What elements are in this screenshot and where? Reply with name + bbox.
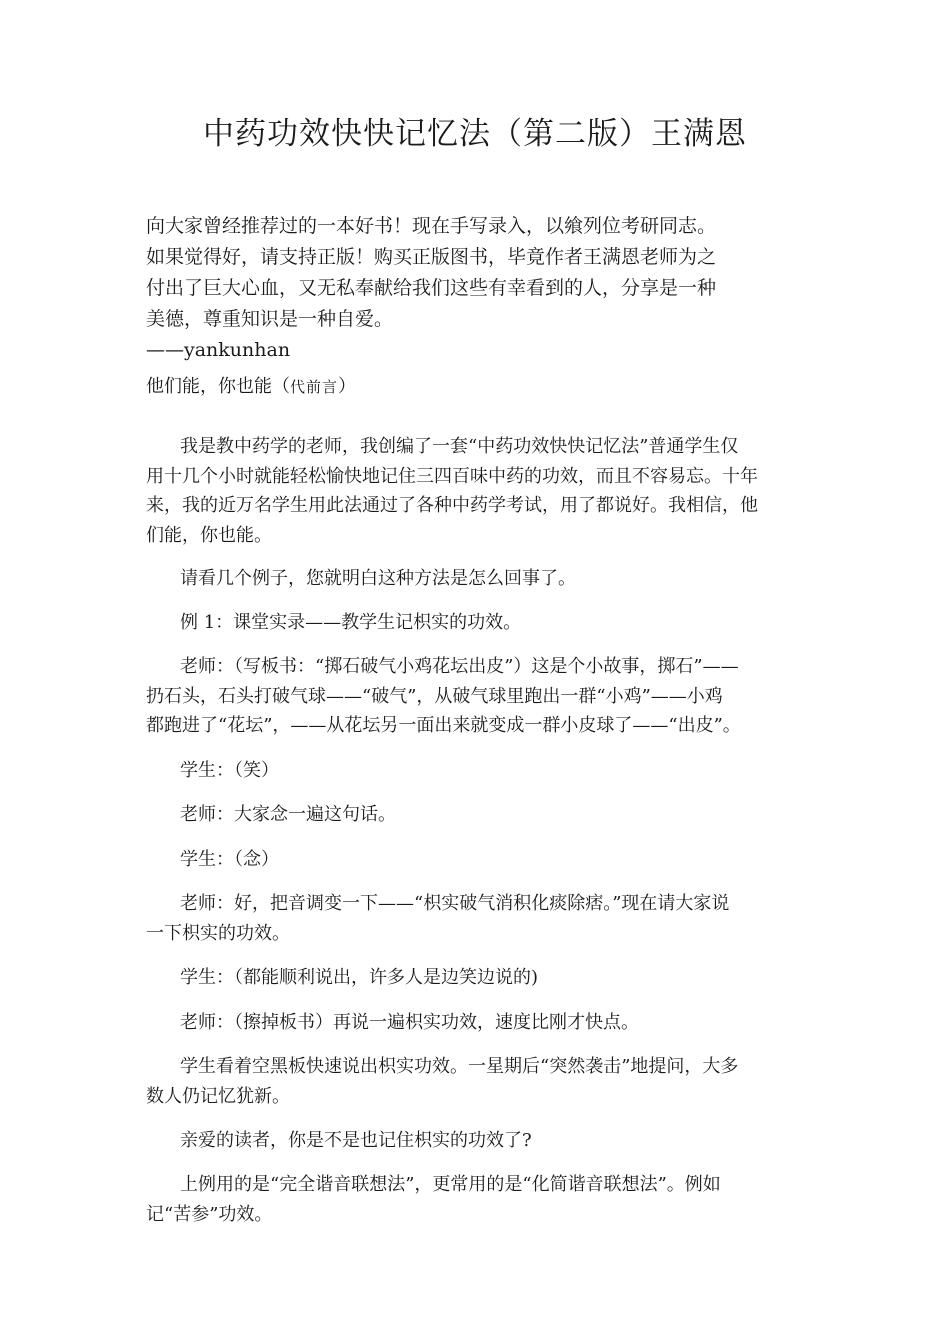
paragraph bbox=[146, 756, 826, 786]
paragraph-line: 学生看着空黑板快速说出枳实功效。一星期后“突然袭击”地提问，大多 bbox=[180, 1056, 739, 1077]
paragraph bbox=[146, 889, 826, 948]
paragraph-line: 我是教中药学的老师，我创编了一套“中药功效快快记忆法”普通学生仅 bbox=[180, 436, 739, 457]
paragraph-line: 学生：（都能顺利说出，许多人是边笑边说的) bbox=[180, 967, 539, 988]
paragraph-line: 们能，你也能。 bbox=[146, 524, 272, 546]
paragraph-line: 扔石头，石头打破气球——“破气”，从破气球里跑出一群“小鸡”——小鸡 bbox=[146, 685, 723, 707]
paragraph-line: 例 1：课堂实录——教学生记枳实的功效。 bbox=[180, 612, 522, 633]
paragraph bbox=[146, 652, 826, 741]
paragraph bbox=[146, 608, 826, 638]
paragraph bbox=[146, 800, 826, 830]
document-title: 中药功效快快记忆法（第二版）王满恩 bbox=[203, 116, 747, 152]
paragraph-line: 老师：大家念一遍这句话。 bbox=[180, 804, 396, 825]
paragraph-line: 老师：好，把音调变一下——“枳实破气消积化痰除痞。”现在请大家说 bbox=[180, 893, 730, 914]
intro-line: 美德，尊重知识是一种自爱。 bbox=[146, 308, 394, 330]
paragraph-line: 请看几个例子，您就明白这种方法是怎么回事了。 bbox=[180, 568, 576, 589]
paragraph-line: 上例用的是“完全谐音联想法”，更常用的是“化简谐音联想法”。例如 bbox=[180, 1174, 721, 1195]
paragraph bbox=[146, 1126, 826, 1156]
preface-heading-small: 代前言 bbox=[290, 378, 339, 396]
preface-heading-text: 他们能，你也能（ bbox=[146, 376, 290, 397]
intro-line: 向大家曾经推荐过的一本好书！现在手写录入，以飨列位考研同志。 bbox=[146, 215, 717, 237]
paragraph-line: 来，我的近万名学生用此法通过了各种中药学考试，用了都说好。我相信，他 bbox=[146, 495, 758, 516]
paragraph-line: 老师：（擦掉板书）再说一遍枳实功效，速度比刚才快点。 bbox=[180, 1012, 639, 1033]
preface-heading-close: ） bbox=[338, 376, 357, 397]
preface-heading bbox=[146, 372, 356, 398]
intro-line: 如果觉得好，请支持正版！购买正版图书，毕竟作者王满恩老师为之 bbox=[146, 246, 717, 268]
intro-signature: ——yankunhan bbox=[146, 339, 291, 361]
paragraph-line: 老师：（写板书：“掷石破气小鸡花坛出皮”）这是个小故事，掷石”—— bbox=[180, 656, 739, 677]
intro-line: 付出了巨大心血，又无私奉献给我们这些有幸看到的人，分享是一种 bbox=[146, 277, 717, 299]
paragraph bbox=[146, 963, 826, 993]
paragraph-line: 都跑进了“花坛”，——从花坛另一面出来就变成一群小皮球了——“出皮”。 bbox=[146, 715, 741, 736]
paragraph-line: 记“苦参”功效。 bbox=[146, 1203, 273, 1225]
paragraph-line: 学生：（念） bbox=[180, 849, 279, 870]
paragraph bbox=[146, 432, 826, 550]
paragraph-line: 亲爱的读者，你是不是也记住枳实的功效了? bbox=[180, 1130, 532, 1151]
paragraph bbox=[146, 1008, 826, 1038]
paragraph bbox=[146, 1052, 826, 1111]
intro-note bbox=[146, 211, 816, 366]
paragraph bbox=[146, 1170, 826, 1229]
paragraph-line: 一下枳实的功效。 bbox=[146, 922, 290, 944]
paragraph-line: 数人仍记忆犹新。 bbox=[146, 1085, 290, 1107]
paragraph-line: 用十几个小时就能轻松愉快地记住三四百味中药的功效，而且不容易忘。十年 bbox=[146, 465, 758, 487]
paragraph bbox=[146, 564, 826, 594]
paragraph-line: 学生：（笑） bbox=[180, 760, 279, 781]
paragraph bbox=[146, 845, 826, 875]
